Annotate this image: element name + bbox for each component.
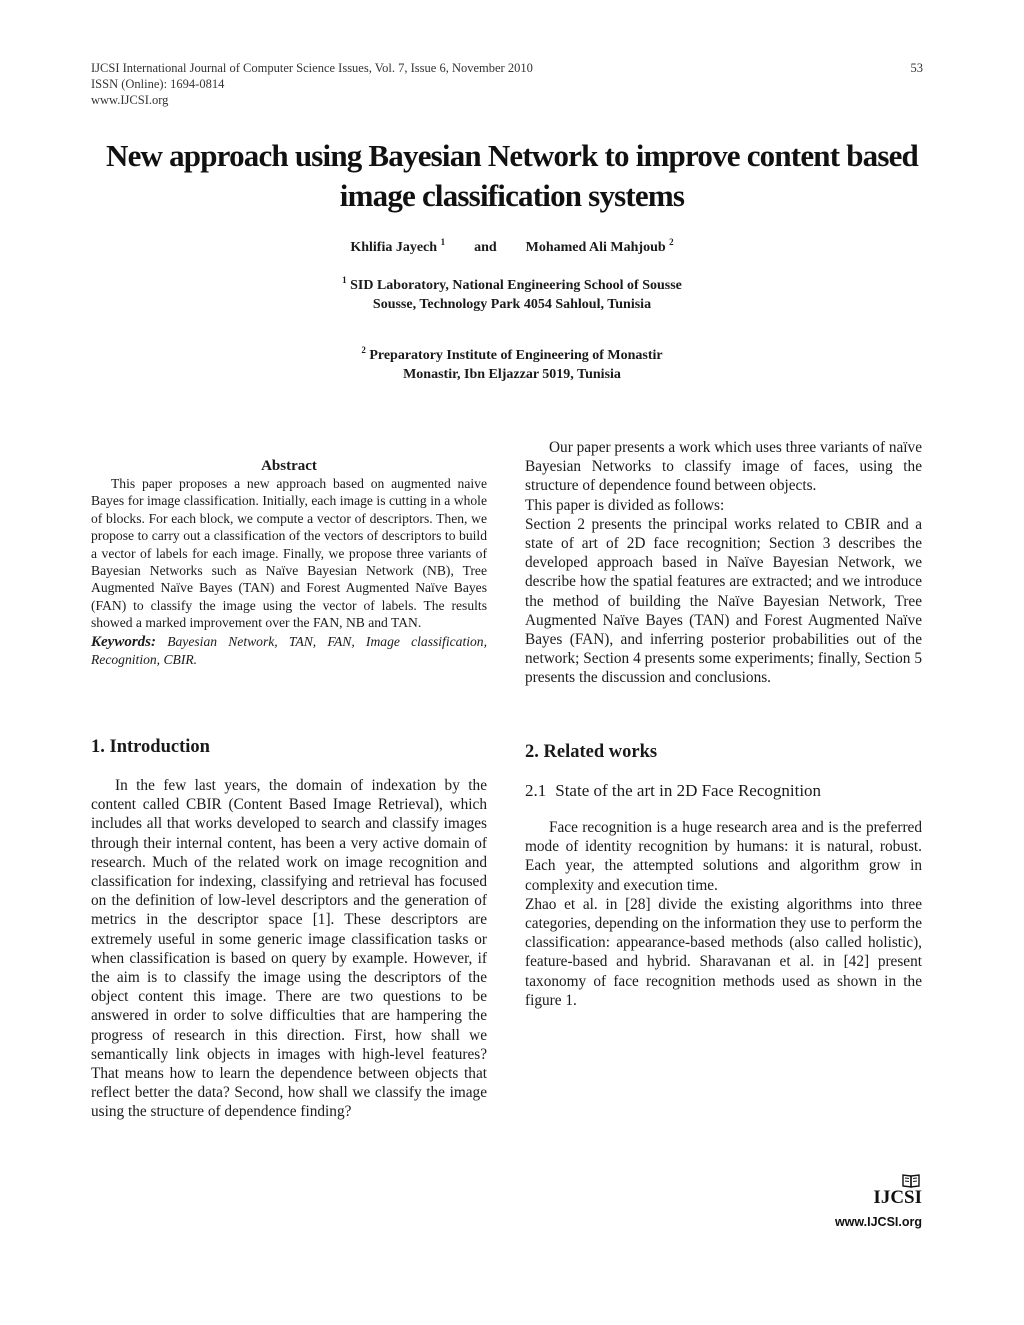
author-list bbox=[0, 237, 1024, 256]
paragraph: Face recognition is a huge research area and is the preferred mode of identity recognition by humans: it is natural, robust. Each year, the attempted solutions and algorithm grow in complexity and execution time. bbox=[525, 819, 922, 894]
journal-line: IJCSI International Journal of Computer Science Issues, Vol. 7, Issue 6, November 2010 bbox=[91, 61, 533, 75]
related-works-body bbox=[525, 818, 922, 1010]
affiliation-line: Sousse, Technology Park 4054 Sahloul, Tunisia bbox=[372, 297, 652, 312]
introduction-body bbox=[91, 776, 487, 1122]
paragraph: Section 2 presents the principal works related to CBIR and a state of art of 2D face recognition; Section 3 describes the developed approach based in Naïve Bayesian Network, we describe how the spatial features are extracted; and we introduce the method of building the Naïve Bayesian Network, Tree Augmented Naïve Bayes (TAN) and Forest Augmented Naïve Bayes (FAN), and inferring posterior probabilities out of the network; Section 4 presents some experiments; finally, Section 5 presents the discussion and conclusions. bbox=[525, 515, 922, 687]
keywords bbox=[91, 633, 487, 669]
affiliation-line: SID Laboratory, National Engineering School of Sousse bbox=[350, 278, 682, 293]
logo-text: IJCSI bbox=[873, 1187, 922, 1208]
author-name: Khlifia Jayech bbox=[350, 240, 438, 255]
author-name: Mohamed Ali Mahjoub bbox=[525, 240, 666, 255]
title-line-1: New approach using Bayesian Network to improve content based bbox=[106, 138, 918, 173]
keywords-label: Keywords: bbox=[91, 633, 156, 650]
affiliation-mark: 2 bbox=[361, 345, 366, 355]
abstract-heading: Abstract bbox=[261, 458, 317, 474]
issn-line: ISSN (Online): 1694-0814 bbox=[91, 77, 225, 91]
author-affil-mark: 1 bbox=[440, 237, 446, 247]
abstract-text: This paper proposes a new approach based on augmented naive Bayes for image classification. Initially, each image is cutting in a whole of blocks. For each block, we compute a vector of descriptors. Then, we propose to carry out a classification of the vectors of descriptors to build a vector of labels for each image. Finally, we propose three variants of Bayesian Networks such as Naïve Bayesian Network (NB), Tree Augmented Naïve Bayes (TAN) and Forest Augmented Naïve Bayes (FAN) to classify the image using the vector of labels. The results showed a marked improvement over the FAN, NB and TAN. bbox=[91, 476, 487, 631]
introduction-continued bbox=[525, 438, 922, 688]
section-heading-related-works: 2. Related works bbox=[525, 742, 658, 762]
paragraph: In the few last years, the domain of indexation by the content called CBIR (Content Based Image Retrieval), which includes all that works developed to search and classify images through their internal content, has been a very active domain of research. Much of the related work on image recognition and classification for indexing, classifying and retrieval has focused on the definition of low-level descriptors and the generation of metrics in the descriptor space [1]. These descriptors are extremely useful in some generic image classification tasks or when classification is based on query by example. However, if the aim is to classify the image using the descriptors of the object content this image. There are two questions to be answered in order to solve difficulties that are hampering the progress of research in this direction. First, how shall we semantically link objects in images with high-level features? That means how to learn the dependence between objects that reflect better the data? Second, how shall we classify the image using the structure of dependence finding? bbox=[91, 777, 487, 1121]
affiliation-line: Preparatory Institute of Engineering of Monastir bbox=[369, 348, 663, 363]
journal-website-link[interactable]: www.IJCSI.org bbox=[91, 93, 169, 107]
paper-title bbox=[60, 136, 964, 216]
author-affil-mark: 2 bbox=[669, 237, 674, 247]
affiliation-mark: 1 bbox=[342, 275, 347, 285]
running-header bbox=[91, 60, 923, 108]
affiliation-1 bbox=[0, 276, 1024, 314]
keywords-text: Bayesian Network, TAN, FAN, Image classification, Recognition, CBIR. bbox=[91, 633, 487, 668]
paragraph: Our paper presents a work which uses three variants of naïve Bayesian Networks to classify image of faces, using the structure of dependence found between objects. bbox=[525, 439, 922, 495]
paragraph: This paper is divided as follows: bbox=[525, 496, 725, 514]
paragraph: Zhao et al. in [28] divide the existing algorithms into three categories, depending on the information they use to perform the classification: appearance-based methods (also called holistic), feature-based and hybrid. Sharavanan et al. in [42] present taxonomy of face recognition methods used as shown in the figure 1. bbox=[525, 895, 922, 1009]
author-conjunction: and bbox=[474, 240, 497, 255]
affiliation-2 bbox=[0, 346, 1024, 384]
subsection-number: 2.1 bbox=[525, 781, 547, 800]
ijcsi-logo bbox=[820, 1172, 922, 1230]
affiliation-line: Monastir, Ibn Eljazzar 5019, Tunisia bbox=[403, 367, 621, 382]
section-heading-introduction: 1. Introduction bbox=[91, 737, 210, 757]
open-book-icon bbox=[820, 1172, 922, 1188]
abstract bbox=[91, 475, 487, 668]
title-line-2: image classification systems bbox=[339, 178, 685, 213]
logo-url-link[interactable]: www.IJCSI.org bbox=[834, 1215, 922, 1229]
page-number: 53 bbox=[910, 61, 923, 75]
subsection-heading bbox=[525, 781, 821, 801]
subsection-title: State of the art in 2D Face Recognition bbox=[555, 781, 822, 800]
